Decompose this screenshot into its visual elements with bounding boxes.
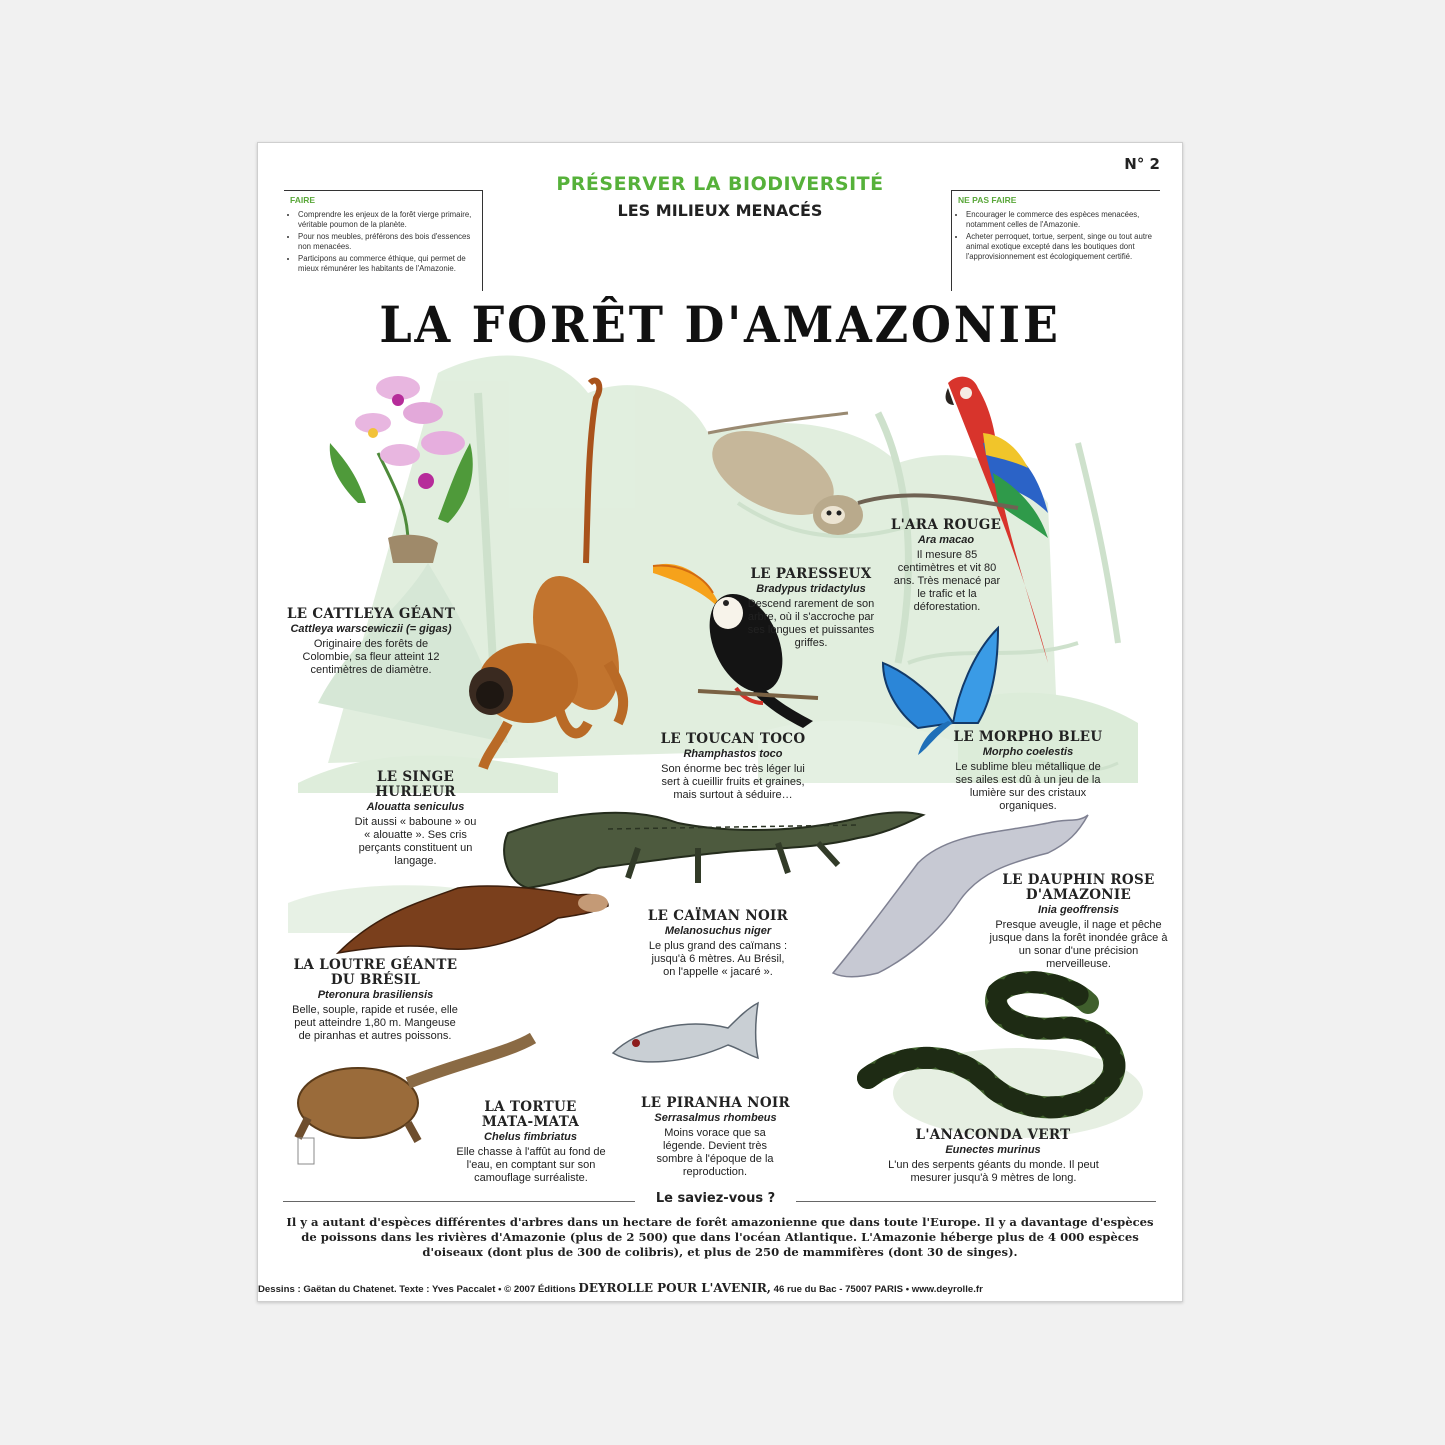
species-description: Presque aveugle, il nage et pêche jusque dans la forêt inondée grâce à un sonar d'une précision merveilleuse. — [989, 919, 1168, 970]
species-name: LE SINGE HURLEUR — [375, 769, 456, 800]
species-name: L'ARA ROUGE — [890, 517, 1002, 533]
species-scientific-name: Bradypus tridactylus — [756, 583, 866, 595]
species-scientific-name: Morpho coelestis — [982, 746, 1074, 758]
do-box — [284, 190, 483, 291]
poster — [257, 142, 1183, 1302]
species-description: L'un des serpents géants du monde. Il peut mesurer jusqu'à 9 mètres de long. — [888, 1159, 1099, 1184]
artist-stamp — [298, 1138, 314, 1164]
facts-text: Il y a autant d'espèces différentes d'arbres dans un hectare de forêt amazonienne que dans toute l'Europe. Il y a davantage d'espèces de poissons dans les rivières d'Amazonie (plus de 2 500) que dans l'océan Atlantique. L'Amazonie héberge plus de 4 000 espèces d'oiseaux (dont plus de 300 de colibris), et plus de 250 de mammifères (dont 30 de singes). — [286, 1215, 1154, 1259]
label-toucan — [643, 732, 823, 802]
species-name: LE PIRANHA NOIR — [640, 1095, 791, 1111]
species-name: LE CAÏMAN NOIR — [647, 908, 789, 924]
species-description: Dit aussi « baboune » ou « alouatte ». Ses cris perçants constituent un langage. — [354, 816, 477, 867]
species-name: LE DAUPHIN ROSE D'AMAZONIE — [1002, 872, 1155, 903]
species-scientific-name: Eunectes murinus — [945, 1144, 1041, 1156]
species-description: Descend rarement de son arbre, où il s'accroche par ses longues et puissantes griffes. — [747, 598, 875, 649]
caiman-illustration — [504, 812, 923, 888]
species-scientific-name: Serrasalmus rhombeus — [654, 1112, 777, 1124]
label-singe — [353, 770, 478, 868]
do-box-title: FAIRE — [290, 195, 316, 205]
species-description: Elle chasse à l'affût au fond de l'eau, en comptant sur son camouflage surréaliste. — [456, 1146, 606, 1184]
label-morpho — [938, 730, 1118, 813]
species-scientific-name: Inia geoffrensis — [1037, 904, 1120, 916]
credits-right: 46 rue du Bac - 75007 PARIS • www.deyrolle.fr — [773, 1284, 983, 1295]
series-subtitle: LES MILIEUX MENACÉS — [617, 201, 823, 220]
species-scientific-name: Melanosuchus niger — [664, 925, 772, 937]
species-description: Le sublime bleu métallique de ses ailes est dû à un jeu de la lumière sur des cristaux organiques. — [955, 761, 1101, 812]
label-cattleya — [276, 607, 466, 677]
species-name: LE CATTLEYA GÉANT — [286, 606, 456, 622]
species-scientific-name: Alouatta seniculus — [366, 801, 465, 813]
do-item: • Participons au commerce éthique, qui permet de mieux rémunérer les habitants de l'Amazonie. — [298, 254, 474, 274]
species-name: LE MORPHO BLEU — [953, 729, 1103, 745]
dont-item: • Encourager le commerce des espèces menacées, notamment celles de l'Amazonie. — [966, 210, 1152, 230]
label-caiman — [638, 909, 798, 979]
facts-rule-left — [283, 1201, 635, 1202]
series-title: PRÉSERVER LA BIODIVERSITÉ — [556, 173, 884, 195]
anaconda-illustration — [868, 982, 1143, 1138]
species-description: Le plus grand des caïmans : jusqu'à 6 mètres. Au Brésil, on l'appelle « jacaré ». — [648, 940, 788, 978]
main-title: LA FORÊT D'AMAZONIE — [379, 295, 1061, 354]
poster-number: N° 2 — [1124, 155, 1160, 173]
dont-box-title: NE PAS FAIRE — [958, 195, 1017, 205]
species-name: LA LOUTRE GÉANTE DU BRÉSIL — [293, 957, 458, 988]
credits-line — [258, 1281, 1182, 1295]
label-dauphin — [986, 873, 1171, 971]
label-loutre — [278, 958, 473, 1043]
credits-publisher: DEYROLLE POUR L'AVENIR, — [578, 1281, 771, 1295]
do-item: • Comprendre les enjeux de la forêt vierge primaire, véritable poumon de la planète. — [298, 210, 474, 230]
credits-left: Dessins : Gaëtan du Chatenet. Texte : Yves Paccalet • © 2007 Éditions — [258, 1284, 576, 1295]
dont-item: • Acheter perroquet, tortue, serpent, singe ou tout autre animal exotique excepté dans les boutiques dont l'approvisionnement est écologiquement certifié. — [966, 232, 1152, 262]
label-piranha — [633, 1096, 798, 1179]
species-description: Belle, souple, rapide et rusée, elle peut atteindre 1,80 m. Mangeuse de piranhas et autres poissons. — [292, 1004, 458, 1042]
species-name: LE TOUCAN TOCO — [660, 731, 806, 747]
species-scientific-name: Ara macao — [917, 534, 975, 546]
piranha-illustration — [613, 1003, 758, 1062]
label-tortue — [448, 1100, 613, 1185]
species-name: LE PARESSEUX — [750, 566, 872, 582]
dont-box — [951, 190, 1160, 291]
species-scientific-name: Pteronura brasiliensis — [317, 989, 434, 1001]
species-name: L'ANACONDA VERT — [915, 1127, 1071, 1143]
label-paresseux — [736, 567, 886, 650]
facts-rule-right — [796, 1201, 1156, 1202]
species-description: Moins vorace que sa légende. Devient très sombre à l'époque de la reproduction. — [656, 1127, 774, 1178]
species-description: Il mesure 85 centimètres et vit 80 ans. Très menacé par le trafic et la déforestation. — [893, 549, 1001, 613]
species-scientific-name: Cattleya warscewiczii (= gigas) — [290, 623, 452, 635]
species-name: LA TORTUE MATA-MATA — [481, 1099, 580, 1130]
label-anaconda — [878, 1128, 1108, 1185]
species-description: Originaire des forêts de Colombie, sa fleur atteint 12 centimètres de diamètre. — [302, 638, 440, 676]
species-scientific-name: Chelus fimbriatus — [484, 1131, 577, 1143]
species-scientific-name: Rhamphastos toco — [683, 748, 783, 760]
facts-title: Le saviez-vous ? — [655, 1191, 776, 1206]
species-description: Son énorme bec très léger lui sert à cueillir fruits et graines, mais surtout à séduire… — [661, 763, 805, 801]
label-ara — [871, 518, 1021, 614]
do-item: • Pour nos meubles, préférons des bois d'essences non menacées. — [298, 232, 474, 252]
